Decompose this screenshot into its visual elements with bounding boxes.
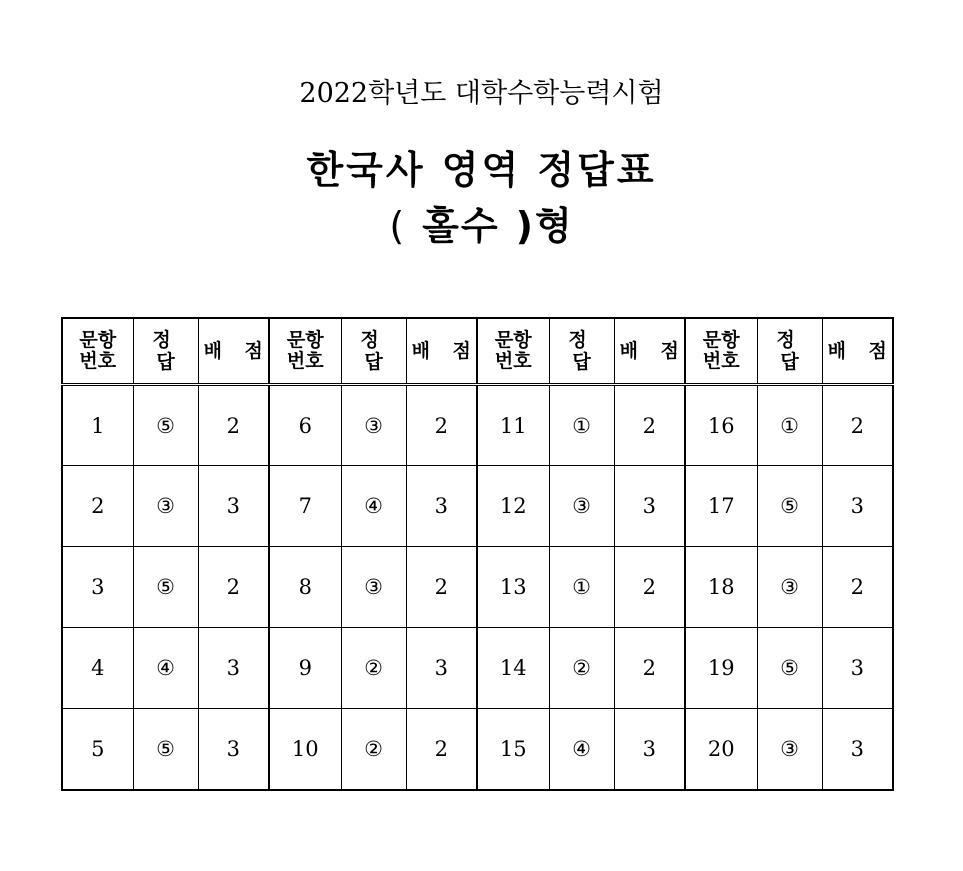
header-question-number [685, 318, 757, 385]
correct-answer: ③ [757, 547, 822, 628]
header-points-label: 배 점 [619, 340, 687, 362]
correct-answer: ④ [549, 709, 614, 791]
points: 3 [614, 466, 685, 547]
header-question-number-line1: 문항 [702, 329, 740, 351]
header-answer-label: 정 답 [568, 329, 599, 373]
correct-answer: ① [549, 385, 614, 466]
header-question-number-line1: 문항 [494, 329, 532, 351]
question-number: 14 [477, 628, 549, 709]
points: 2 [406, 547, 477, 628]
points: 3 [822, 628, 893, 709]
question-number: 1 [62, 385, 133, 466]
correct-answer: ③ [757, 709, 822, 791]
header-question-number [269, 318, 341, 385]
header-answer-label: 정 답 [360, 329, 391, 373]
points: 3 [822, 709, 893, 791]
header-question-number-line2: 번호 [79, 350, 117, 372]
header-points-label: 배 점 [827, 340, 895, 362]
correct-answer: ② [549, 628, 614, 709]
header-question-number-line1: 문항 [286, 329, 324, 351]
question-number: 15 [477, 709, 549, 791]
header-question-number [62, 318, 133, 385]
points: 3 [198, 709, 269, 791]
question-number: 12 [477, 466, 549, 547]
points: 2 [822, 547, 893, 628]
exam-type [0, 202, 963, 250]
question-number: 20 [685, 709, 757, 791]
header-answer [341, 318, 406, 385]
header-question-number-line2: 번호 [286, 350, 324, 372]
header-points [822, 318, 893, 385]
question-number: 2 [62, 466, 133, 547]
type-label: 홀수 [422, 204, 500, 248]
table-row [62, 385, 893, 466]
header-question-number-line2: 번호 [702, 350, 740, 372]
points: 3 [406, 628, 477, 709]
table-header-row [62, 318, 893, 385]
correct-answer: ① [549, 547, 614, 628]
exam-title: 2022학년도 대학수학능력시험 [299, 78, 664, 109]
points: 2 [614, 628, 685, 709]
correct-answer: ② [341, 628, 406, 709]
correct-answer: ③ [341, 547, 406, 628]
question-number: 4 [62, 628, 133, 709]
points: 2 [198, 547, 269, 628]
question-number: 5 [62, 709, 133, 791]
correct-answer: ④ [341, 466, 406, 547]
header-points-label: 배 점 [411, 340, 479, 362]
table-row [62, 628, 893, 709]
correct-answer: ⑤ [133, 385, 198, 466]
question-number: 8 [269, 547, 341, 628]
header-answer [549, 318, 614, 385]
points: 2 [198, 385, 269, 466]
header-answer-label: 정 답 [152, 329, 183, 373]
header-question-number [477, 318, 549, 385]
header-answer [757, 318, 822, 385]
table-row [62, 709, 893, 791]
correct-answer: ① [757, 385, 822, 466]
question-number: 19 [685, 628, 757, 709]
question-number: 16 [685, 385, 757, 466]
header-answer [133, 318, 198, 385]
table-row [62, 547, 893, 628]
answer-table [61, 317, 894, 791]
question-number: 6 [269, 385, 341, 466]
question-number: 17 [685, 466, 757, 547]
header-points-label: 배 점 [203, 340, 271, 362]
correct-answer: ③ [341, 385, 406, 466]
header-question-number-line2: 번호 [494, 350, 532, 372]
header-points [198, 318, 269, 385]
question-number: 11 [477, 385, 549, 466]
correct-answer: ⑤ [133, 547, 198, 628]
question-number: 18 [685, 547, 757, 628]
table-row [62, 466, 893, 547]
points: 2 [614, 385, 685, 466]
type-close: )형 [515, 204, 574, 248]
question-number: 3 [62, 547, 133, 628]
points: 2 [614, 547, 685, 628]
points: 3 [822, 466, 893, 547]
points: 2 [406, 709, 477, 791]
correct-answer: ⑤ [757, 466, 822, 547]
correct-answer: ④ [133, 628, 198, 709]
points: 3 [406, 466, 477, 547]
header-answer-label: 정 답 [776, 329, 807, 373]
points: 2 [406, 385, 477, 466]
points: 3 [614, 709, 685, 791]
page-title: 한국사 영역 정답표 [306, 148, 657, 192]
points: 3 [198, 628, 269, 709]
correct-answer: ⑤ [133, 709, 198, 791]
type-open-paren: ( [389, 204, 407, 248]
correct-answer: ⑤ [757, 628, 822, 709]
header-points [406, 318, 477, 385]
question-number: 7 [269, 466, 341, 547]
points: 2 [822, 385, 893, 466]
correct-answer: ③ [133, 466, 198, 547]
question-number: 13 [477, 547, 549, 628]
header-question-number-line1: 문항 [79, 329, 117, 351]
header-points [614, 318, 685, 385]
question-number: 9 [269, 628, 341, 709]
correct-answer: ② [341, 709, 406, 791]
question-number: 10 [269, 709, 341, 791]
points: 3 [198, 466, 269, 547]
correct-answer: ③ [549, 466, 614, 547]
